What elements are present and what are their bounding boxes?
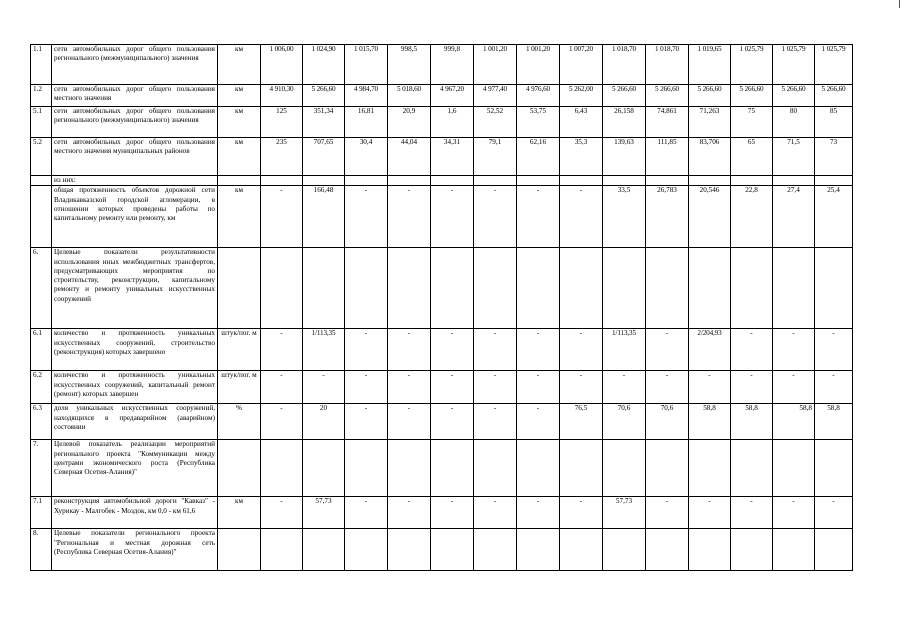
value-cell: -: [773, 497, 815, 529]
value-cell: [388, 529, 431, 571]
value-cell: 125: [261, 107, 303, 138]
indicator-name-cell: сети автомобильных дорог общего пользования местного значения: [52, 85, 218, 107]
value-cell: -: [261, 371, 303, 404]
table-row: [31, 248, 853, 329]
value-cell: 58,8: [815, 404, 853, 440]
value-cell: 26,158: [603, 107, 646, 138]
value-cell: -: [646, 329, 689, 371]
indicator-name-cell: доля уникальных искусственных сооружений, находящихся в предаварийном (аварийном) состоянии: [52, 404, 218, 440]
row-number-cell: 7.1: [31, 497, 52, 529]
value-cell: 26,783: [646, 186, 689, 248]
value-cell: -: [689, 497, 731, 529]
value-cell: 5 018,60: [388, 85, 431, 107]
value-cell: 1 025,79: [773, 45, 815, 85]
value-cell: -: [731, 497, 773, 529]
value-cell: [345, 176, 388, 186]
value-cell: [345, 529, 388, 571]
value-cell: 999,8: [431, 45, 474, 85]
unit-cell: штук/пог. м: [218, 371, 261, 404]
value-cell: -: [474, 497, 517, 529]
value-cell: [560, 529, 603, 571]
value-cell: 707,65: [303, 138, 345, 176]
value-cell: [689, 248, 731, 329]
value-cell: -: [815, 497, 853, 529]
value-cell: -: [431, 371, 474, 404]
value-cell: [773, 248, 815, 329]
value-cell: [731, 176, 773, 186]
value-cell: 71,263: [689, 107, 731, 138]
value-cell: -: [303, 371, 345, 404]
value-cell: 5 266,60: [815, 85, 853, 107]
value-cell: -: [388, 371, 431, 404]
value-cell: -: [646, 497, 689, 529]
value-cell: [431, 176, 474, 186]
table-row: [31, 329, 853, 371]
value-cell: [815, 529, 853, 571]
value-cell: [345, 440, 388, 497]
value-cell: 22,8: [731, 186, 773, 248]
value-cell: -: [261, 329, 303, 371]
value-cell: [560, 248, 603, 329]
value-cell: 57,73: [303, 497, 345, 529]
value-cell: 35,3: [560, 138, 603, 176]
value-cell: 58,8: [731, 404, 773, 440]
value-cell: -: [517, 329, 560, 371]
indicators-table-body: [31, 45, 853, 571]
value-cell: 20: [303, 404, 345, 440]
value-cell: -: [815, 371, 853, 404]
row-number-cell: 6.2: [31, 371, 52, 404]
value-cell: [388, 248, 431, 329]
unit-cell: [218, 529, 261, 571]
indicator-name-cell: из них:: [52, 176, 218, 186]
value-cell: [474, 248, 517, 329]
value-cell: 52,52: [474, 107, 517, 138]
value-cell: [603, 529, 646, 571]
table-row: [31, 404, 853, 440]
value-cell: 1,6: [431, 107, 474, 138]
value-cell: 1 015,70: [345, 45, 388, 85]
value-cell: -: [431, 497, 474, 529]
page-edge-mark: [899, 0, 900, 8]
value-cell: -: [261, 186, 303, 248]
value-cell: -: [345, 329, 388, 371]
value-cell: [689, 529, 731, 571]
value-cell: [689, 176, 731, 186]
table-row: [31, 138, 853, 176]
value-cell: -: [431, 186, 474, 248]
value-cell: [731, 440, 773, 497]
value-cell: -: [345, 497, 388, 529]
value-cell: 65: [731, 138, 773, 176]
value-cell: [517, 529, 560, 571]
indicator-name-cell: сети автомобильных дорог общего пользования регионального (межмуниципального) значения: [52, 107, 218, 138]
value-cell: 1 001,20: [517, 45, 560, 85]
value-cell: [560, 176, 603, 186]
value-cell: 111,85: [646, 138, 689, 176]
value-cell: 58,8: [689, 404, 731, 440]
value-cell: 16,81: [345, 107, 388, 138]
value-cell: [603, 176, 646, 186]
value-cell: [517, 176, 560, 186]
value-cell: -: [517, 371, 560, 404]
value-cell: [431, 248, 474, 329]
row-number-cell: [31, 176, 52, 186]
value-cell: -: [773, 329, 815, 371]
value-cell: 5 266,60: [303, 85, 345, 107]
value-cell: 5 266,60: [603, 85, 646, 107]
value-cell: 1/113,35: [303, 329, 345, 371]
value-cell: [388, 440, 431, 497]
value-cell: -: [474, 404, 517, 440]
value-cell: [603, 248, 646, 329]
value-cell: -: [689, 371, 731, 404]
value-cell: [474, 440, 517, 497]
row-number-cell: 1.1: [31, 45, 52, 85]
value-cell: 27,4: [773, 186, 815, 248]
value-cell: 83,706: [689, 138, 731, 176]
row-number-cell: 6.3: [31, 404, 52, 440]
value-cell: -: [345, 404, 388, 440]
value-cell: [474, 176, 517, 186]
value-cell: [303, 176, 345, 186]
value-cell: [646, 529, 689, 571]
value-cell: 76,5: [560, 404, 603, 440]
value-cell: -: [560, 329, 603, 371]
value-cell: 5 266,60: [646, 85, 689, 107]
indicator-name-cell: количество и протяженность уникальных искусственных сооружений, капитальный ремонт (ремонт) которых завершен: [52, 371, 218, 404]
value-cell: 998,5: [388, 45, 431, 85]
table-row: [31, 107, 853, 138]
table-row: [31, 186, 853, 248]
value-cell: 1 025,79: [731, 45, 773, 85]
indicator-name-cell: Целевые показатели регионального проекта "Региональная и местная дорожная сеть (Республика Северная Осетия-Алания)": [52, 529, 218, 571]
unit-cell: км: [218, 497, 261, 529]
value-cell: [431, 440, 474, 497]
value-cell: [303, 529, 345, 571]
value-cell: 80: [773, 107, 815, 138]
value-cell: [474, 529, 517, 571]
value-cell: [646, 248, 689, 329]
unit-cell: [218, 248, 261, 329]
value-cell: 1 019,65: [689, 45, 731, 85]
unit-cell: км: [218, 107, 261, 138]
value-cell: 53,75: [517, 107, 560, 138]
value-cell: -: [388, 186, 431, 248]
indicator-name-cell: количество и протяженность уникальных искусственных сооружений, строительство (реконструкция) которых завершено: [52, 329, 218, 371]
value-cell: 4 984,70: [345, 85, 388, 107]
value-cell: 4 910,30: [261, 85, 303, 107]
row-number-cell: 6.: [31, 248, 52, 329]
value-cell: 1/113,35: [603, 329, 646, 371]
value-cell: -: [474, 329, 517, 371]
value-cell: [603, 440, 646, 497]
value-cell: -: [773, 371, 815, 404]
value-cell: [388, 176, 431, 186]
value-cell: -: [731, 329, 773, 371]
value-cell: 71,5: [773, 138, 815, 176]
value-cell: -: [474, 186, 517, 248]
table-row: [31, 440, 853, 497]
value-cell: [815, 440, 853, 497]
value-cell: -: [261, 404, 303, 440]
unit-cell: штук/пог. м: [218, 329, 261, 371]
value-cell: 33,5: [603, 186, 646, 248]
row-number-cell: 5.1: [31, 107, 52, 138]
value-cell: [815, 248, 853, 329]
value-cell: -: [560, 186, 603, 248]
value-cell: 1 007,20: [560, 45, 603, 85]
indicator-name-cell: сети автомобильных дорог общего пользования регионального (межмуниципального) значения: [52, 45, 218, 85]
value-cell: 1 025,79: [815, 45, 853, 85]
value-cell: -: [431, 329, 474, 371]
value-cell: [773, 440, 815, 497]
value-cell: [646, 440, 689, 497]
value-cell: 166,48: [303, 186, 345, 248]
unit-cell: км: [218, 138, 261, 176]
value-cell: -: [646, 371, 689, 404]
indicator-name-cell: общая протяженность объектов дорожной сети Владикавказской городской агломерации, в отношении которых проведены работы по капитальному ремонту или ремонту, км: [52, 186, 218, 248]
table-row: [31, 45, 853, 85]
table-row: [31, 85, 853, 107]
value-cell: 34,31: [431, 138, 474, 176]
value-cell: -: [431, 404, 474, 440]
value-cell: [303, 440, 345, 497]
indicators-table: [30, 44, 853, 571]
value-cell: [303, 248, 345, 329]
value-cell: 5 266,60: [731, 85, 773, 107]
row-number-cell: 6.1: [31, 329, 52, 371]
table-row: [31, 176, 853, 186]
value-cell: -: [388, 497, 431, 529]
table-row: [31, 497, 853, 529]
table-row: [31, 529, 853, 571]
value-cell: 235: [261, 138, 303, 176]
value-cell: -: [474, 371, 517, 404]
value-cell: -: [560, 371, 603, 404]
value-cell: -: [345, 371, 388, 404]
value-cell: [815, 176, 853, 186]
unit-cell: км: [218, 45, 261, 85]
value-cell: -: [388, 404, 431, 440]
value-cell: 58,8: [773, 404, 815, 440]
value-cell: 79,1: [474, 138, 517, 176]
value-cell: -: [603, 371, 646, 404]
indicator-name-cell: Целевой показатель реализации мероприятий регионального проекта "Коммуникации между центрами экономического роста (Республика Северная Осетия-Алания)": [52, 440, 218, 497]
value-cell: 57,73: [603, 497, 646, 529]
row-number-cell: 7.: [31, 440, 52, 497]
value-cell: 1 018,70: [646, 45, 689, 85]
unit-cell: [218, 440, 261, 497]
value-cell: -: [517, 497, 560, 529]
row-number-cell: [31, 186, 52, 248]
indicator-name-cell: сети автомобильных дорог общего пользования местного значения муниципальных районов: [52, 138, 218, 176]
value-cell: [517, 248, 560, 329]
value-cell: [431, 529, 474, 571]
value-cell: [646, 176, 689, 186]
value-cell: 351,34: [303, 107, 345, 138]
value-cell: -: [517, 404, 560, 440]
value-cell: 20,9: [388, 107, 431, 138]
value-cell: 4 977,40: [474, 85, 517, 107]
value-cell: 75: [731, 107, 773, 138]
value-cell: [731, 529, 773, 571]
value-cell: [261, 440, 303, 497]
value-cell: [261, 248, 303, 329]
value-cell: 44,04: [388, 138, 431, 176]
value-cell: -: [517, 186, 560, 248]
value-cell: [560, 440, 603, 497]
value-cell: [345, 248, 388, 329]
unit-cell: %: [218, 404, 261, 440]
value-cell: -: [731, 371, 773, 404]
value-cell: 4 976,60: [517, 85, 560, 107]
value-cell: 74,861: [646, 107, 689, 138]
unit-cell: км: [218, 85, 261, 107]
value-cell: [261, 529, 303, 571]
value-cell: [731, 248, 773, 329]
value-cell: -: [345, 186, 388, 248]
value-cell: 5 266,60: [689, 85, 731, 107]
value-cell: 85: [815, 107, 853, 138]
value-cell: 20,546: [689, 186, 731, 248]
row-number-cell: 1.2: [31, 85, 52, 107]
value-cell: -: [560, 497, 603, 529]
value-cell: [261, 176, 303, 186]
unit-cell: [218, 176, 261, 186]
value-cell: 5 266,60: [773, 85, 815, 107]
value-cell: -: [388, 329, 431, 371]
row-number-cell: 8.: [31, 529, 52, 571]
value-cell: 70,6: [603, 404, 646, 440]
value-cell: 1 018,70: [603, 45, 646, 85]
value-cell: -: [815, 329, 853, 371]
table-row: [31, 371, 853, 404]
value-cell: 4 967,20: [431, 85, 474, 107]
value-cell: 6,43: [560, 107, 603, 138]
value-cell: 139,63: [603, 138, 646, 176]
value-cell: -: [261, 497, 303, 529]
value-cell: 1 006,00: [261, 45, 303, 85]
value-cell: 62,16: [517, 138, 560, 176]
value-cell: [517, 440, 560, 497]
row-number-cell: 5.2: [31, 138, 52, 176]
value-cell: 5 262,00: [560, 85, 603, 107]
value-cell: 2/204,93: [689, 329, 731, 371]
unit-cell: км: [218, 186, 261, 248]
indicator-name-cell: реконструкция автомобильной дороги "Кавказ" - Хурикау - Малгобек - Моздок, км 0,0 - км 61,6: [52, 497, 218, 529]
value-cell: [773, 529, 815, 571]
value-cell: 1 024,90: [303, 45, 345, 85]
value-cell: 1 001,20: [474, 45, 517, 85]
value-cell: 25,4: [815, 186, 853, 248]
value-cell: [689, 440, 731, 497]
indicator-name-cell: Целевые показатели результативности использования иных межбюджетных трансфертов, предусматривающих мероприятия по строительству, реконструкции, капитальному ремонту и ремонту уникальных искусственных сооружений: [52, 248, 218, 329]
value-cell: [773, 176, 815, 186]
value-cell: 70,6: [646, 404, 689, 440]
value-cell: 30,4: [345, 138, 388, 176]
value-cell: 73: [815, 138, 853, 176]
